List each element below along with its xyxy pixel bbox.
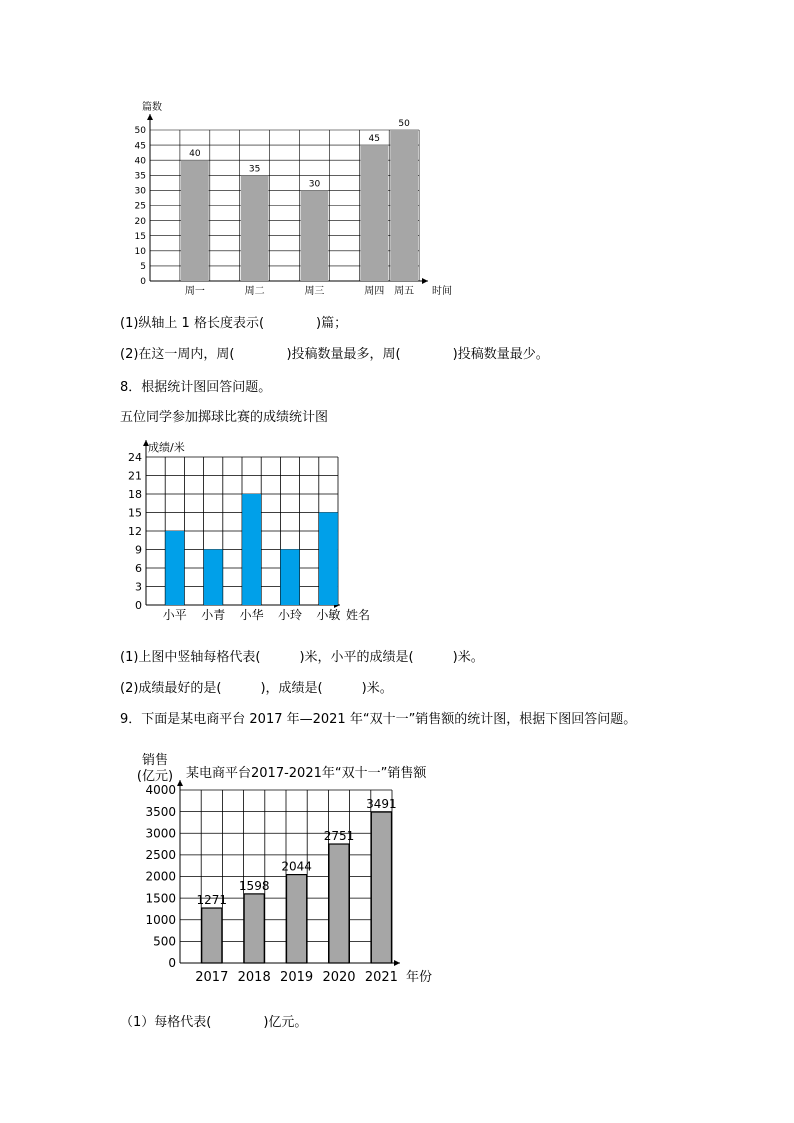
c3-bar [329, 844, 349, 963]
c1-bar [241, 175, 269, 281]
c2-y-tick-label: 9 [135, 543, 142, 557]
c3-bar [287, 875, 307, 963]
c3-y-tick-label: 3500 [145, 804, 176, 819]
c2-bar [242, 494, 261, 605]
c1-y-axis-label: 篇数 [142, 102, 162, 113]
c3-x-tick-label: 2018 [237, 970, 271, 985]
c1-x-tick-label: 周二 [244, 286, 265, 297]
c1-x-tick-label: 周三 [304, 286, 325, 297]
c3-y-axis-label: (亿元) [136, 769, 174, 784]
c1-bar [390, 130, 418, 281]
c3-data-label: 1271 [196, 893, 228, 908]
c2-y-axis-label: 成绩/米 [148, 441, 185, 454]
c3-bar [202, 908, 222, 963]
c2-y-tick-label: 6 [135, 561, 142, 575]
q7-sub1: (1)纵轴上 1 格长度表示( )篇； [120, 316, 348, 331]
c2-x-tick-label: 小华 [239, 608, 264, 622]
c1-x-tick-label: 周五 [394, 286, 415, 297]
c3-bar [371, 812, 391, 963]
c2-x-tick-label: 小玲 [277, 608, 303, 622]
c2-x-axis-label: 姓名 [346, 608, 371, 622]
q9-sub1: （1）每格代表( )亿元。 [120, 1015, 308, 1030]
c3-y-tick-label: 2500 [145, 848, 176, 863]
c2-x-tick-label: 小平 [162, 608, 187, 622]
q8-heading: 8．根据统计图回答问题。 [120, 380, 272, 395]
c2-y-tick-label: 18 [128, 487, 142, 501]
c3-y-tick-label: 3000 [145, 826, 176, 841]
c2-y-tick-label: 21 [128, 469, 142, 483]
c2-y-tick-label: 0 [135, 598, 142, 612]
c2-y-tick-label: 12 [128, 524, 142, 538]
c2-x-tick-label: 小青 [201, 608, 226, 622]
c1-data-label: 40 [189, 149, 201, 160]
c1-x-tick-label: 周一 [184, 286, 205, 297]
c1-x-tick-label: 周四 [364, 286, 385, 297]
c3-chart-title: 某电商平台2017-2021年“双十一”销售额 [186, 766, 427, 781]
c1-y-tick-label: 35 [134, 171, 146, 182]
c1-x-axis-arrow [422, 278, 428, 284]
c1-y-tick-label: 0 [140, 277, 146, 288]
c3-x-tick-label: 2021 [364, 970, 398, 985]
c3-x-axis-label: 年份 [406, 970, 433, 985]
c1-data-label: 35 [248, 164, 261, 175]
c3-y-axis-label: 销售 [141, 753, 169, 768]
c1-bar [360, 145, 388, 281]
c1-y-tick-label: 25 [134, 201, 146, 212]
c1-data-label: 30 [308, 179, 321, 190]
c2-y-tick-label: 24 [128, 450, 142, 464]
c3-data-label: 3491 [366, 797, 397, 812]
c1-y-tick-label: 40 [134, 156, 146, 167]
c3-data-label: 2044 [281, 859, 312, 874]
c1-bar [301, 190, 329, 281]
c3-y-tick-label: 500 [153, 934, 176, 949]
c1-y-tick-label: 50 [134, 126, 146, 137]
c3-data-label: 2751 [323, 829, 355, 844]
c3-x-axis-arrow [394, 960, 400, 966]
c3-y-tick-label: 1000 [145, 912, 176, 927]
c2-bar [165, 531, 184, 605]
c3-y-axis-arrow [177, 780, 183, 786]
q8-sub2: (2)成绩最好的是( )，成绩是( )米。 [120, 681, 393, 696]
c1-y-tick-label: 45 [134, 141, 146, 152]
c3-x-tick-label: 2017 [195, 970, 229, 985]
c1-y-tick-label: 20 [134, 216, 146, 227]
c2-y-tick-label: 15 [128, 506, 142, 520]
c3-x-tick-label: 2019 [280, 970, 314, 985]
c2-bar [281, 550, 300, 606]
q8-chart-title: 五位同学参加掷球比赛的成绩统计图 [120, 410, 329, 425]
q8-sub1: (1)上图中竖轴每格代表( )米，小平的成绩是( )米。 [120, 650, 484, 665]
c1-x-axis-label: 时间 [432, 286, 452, 297]
q7-sub2: (2)在这一周内，周( )投稿数量最多，周( )投稿数量最少。 [120, 347, 549, 362]
c3-y-tick-label: 1500 [145, 891, 176, 906]
c2-x-tick-label: 小敏 [316, 608, 341, 622]
c3-y-tick-label: 4000 [145, 783, 176, 798]
c2-bar [319, 513, 338, 606]
c1-y-tick-label: 10 [134, 246, 146, 257]
c3-x-tick-label: 2020 [322, 970, 356, 985]
c1-y-axis-arrow [147, 114, 153, 120]
c3-y-tick-label: 2000 [145, 869, 176, 884]
c1-data-label: 50 [398, 119, 410, 129]
c1-data-label: 45 [368, 134, 380, 145]
c3-bar [244, 894, 264, 963]
c3-y-tick-label: 0 [168, 956, 176, 971]
c3-data-label: 1598 [238, 878, 270, 893]
q9-heading: 9．下面是某电商平台 2017 年—2021 年“双十一”销售额的统计图，根据下图回答问题。 [120, 712, 637, 727]
c1-bar [181, 160, 209, 281]
c1-y-tick-label: 30 [134, 186, 146, 197]
c2-bar [204, 550, 223, 606]
c1-y-tick-label: 5 [140, 262, 146, 273]
c2-y-tick-label: 3 [135, 580, 142, 594]
c1-y-tick-label: 15 [134, 231, 146, 242]
